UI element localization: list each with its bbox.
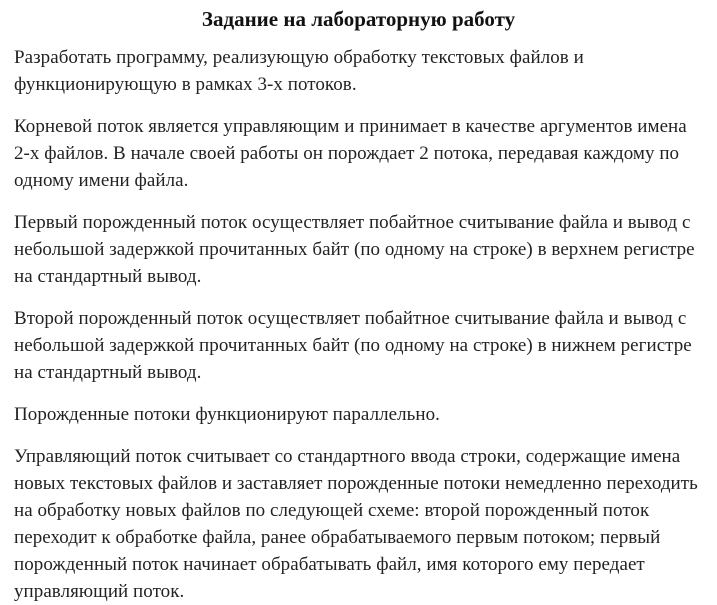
paragraph-goal: Разработать программу, реализующую обработку текстовых файлов и функционирующую в рамках 3-х потоков. xyxy=(14,47,584,95)
page-title: Задание на лабораторную работу xyxy=(201,7,516,31)
paragraph-second-thread: Второй порожденный поток осуществляет побайтное считывание файла и вывод с небольшой задержкой прочитанных байт (по одному на строке) в нижнем регистре на стандартный вывод. xyxy=(14,308,692,383)
paragraph-parallel: Порожденные потоки функционируют параллельно. xyxy=(14,404,440,425)
paragraph-control-scheme: Управляющий поток считывает со стандартного ввода строки, содержащие имена новых текстовых файлов и заставляет порожденные потоки немедленно переходить на обработку новых файлов по следующей схеме: второй порожденный поток переходит к обработке файла, ранее обрабатываемого первым потоком; первый порожденный поток начинает обрабатывать файл, имя которого ему передает управляющий поток. xyxy=(14,446,698,602)
paragraph-root-thread: Корневой поток является управляющим и принимает в качестве аргументов имена 2-х файлов. В начале своей работы он порождает 2 потока, передавая каждому по одному имени файла. xyxy=(14,116,687,191)
paragraph-first-thread: Первый порожденный поток осуществляет побайтное считывание файла и вывод с небольшой задержкой прочитанных байт (по одному на строке) в верхнем регистре на стандартный вывод. xyxy=(14,212,695,287)
